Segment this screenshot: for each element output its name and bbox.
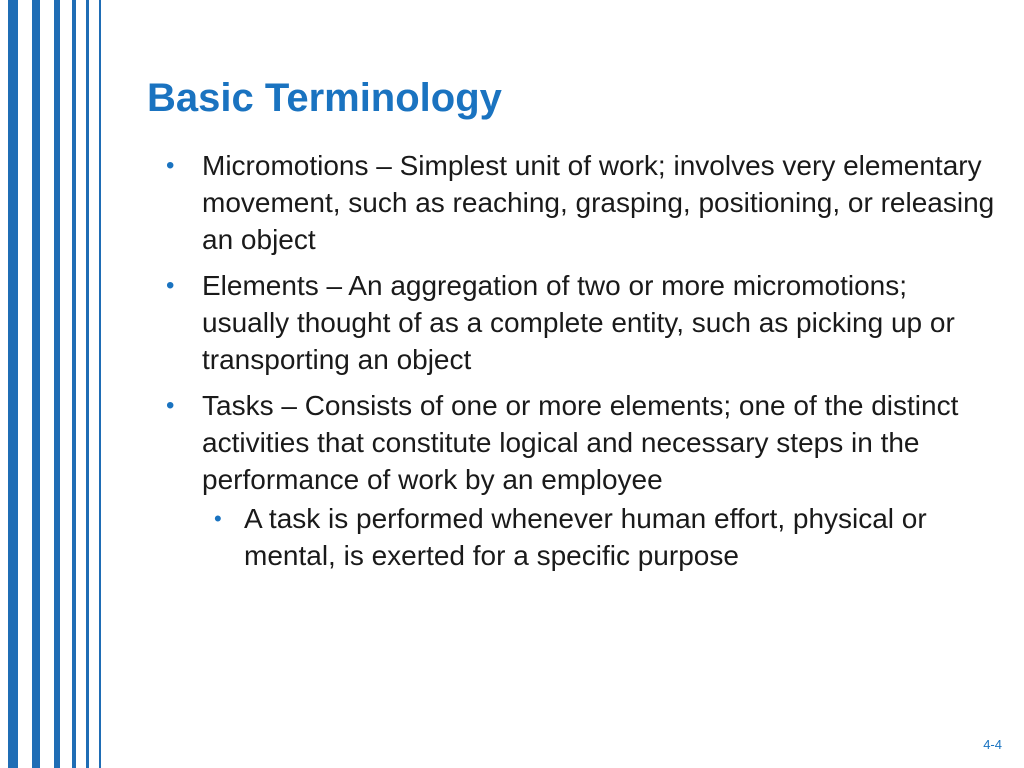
- bullet-text: Tasks – Consists of one or more elements; one of the distinct activities that constitute logical and necessary steps in the performance of work by an employee: [202, 390, 959, 495]
- page-number: 4-4: [983, 737, 1002, 752]
- left-stripe: [99, 0, 101, 768]
- bullet-item: [158, 147, 998, 258]
- bullet-text: Micromotions – Simplest unit of work; involves very elementary movement, such as reaching, grasping, positioning, or releasing an object: [202, 150, 995, 255]
- sub-bullet-item: [202, 500, 998, 574]
- sub-bullet-text: A task is performed whenever human effort, physical or mental, is exerted for a specific purpose: [244, 503, 927, 571]
- sub-bullet-list: [202, 500, 998, 574]
- bullet-item: [158, 267, 998, 378]
- bullet-dot-icon: •: [166, 152, 175, 179]
- bullet-item: [158, 387, 998, 574]
- left-stripe: [8, 0, 18, 768]
- left-stripe: [32, 0, 40, 768]
- bullet-list: [158, 147, 998, 583]
- bullet-dot-icon: •: [166, 392, 175, 419]
- bullet-dot-icon: •: [166, 272, 175, 299]
- slide-title: Basic Terminology: [147, 76, 502, 120]
- left-stripe: [54, 0, 60, 768]
- left-stripe: [72, 0, 76, 768]
- left-stripe: [86, 0, 89, 768]
- bullet-text: Elements – An aggregation of two or more micromotions; usually thought of as a complete entity, such as picking up or transporting an object: [202, 270, 955, 375]
- sub-bullet-dot-icon: •: [214, 506, 222, 531]
